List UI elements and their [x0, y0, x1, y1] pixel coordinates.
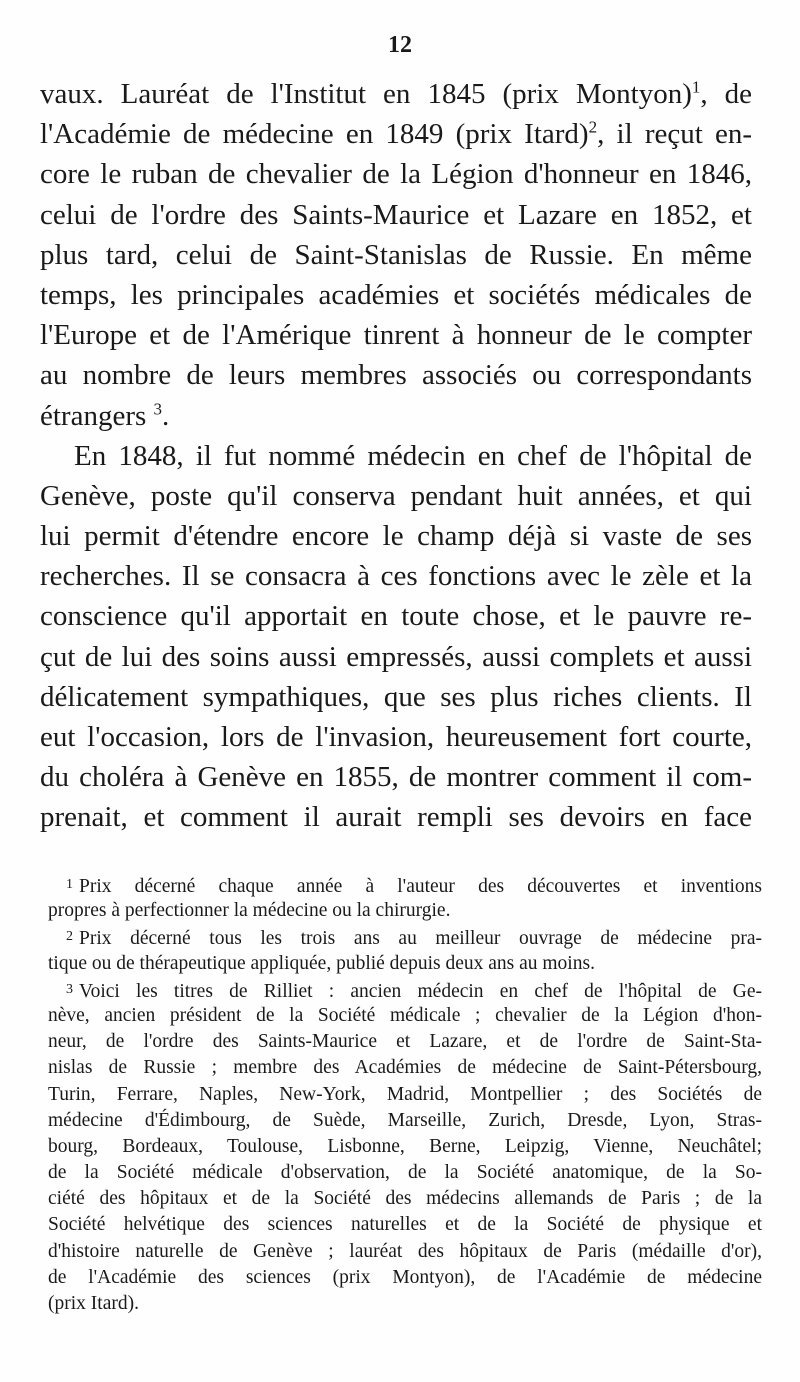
text-line [40, 74, 752, 114]
text-line [40, 396, 752, 436]
footnote-2 [48, 924, 762, 950]
footnote-1 [48, 872, 762, 898]
text-line: celui de l'ordre des Saints-Maurice et Lazare en 1852, et [40, 198, 752, 231]
text-line: eut l'occasion, lors de l'invasion, heureusement fort courte, [40, 721, 752, 753]
footnote-number: 2 [66, 929, 73, 945]
footnote-3 [48, 977, 762, 1003]
text-segment: étrangers [40, 399, 147, 432]
text-line: au nombre de leurs membres associés ou correspondants [40, 359, 752, 392]
footnote-line: nève, ancien président de la Société médicale ; chevalier de la Légion d'hon- [48, 1004, 762, 1026]
paragraph-start-line: En 1848, il fut nommé médecin en chef de l'hôpital de [74, 439, 752, 472]
text-line: du choléra à Genève en 1855, de montrer comment il com- [40, 761, 752, 794]
footnote-line: bourg, Bordeaux, Toulouse, Lisbonne, Berne, Leipzig, Vienne, Neuchâtel; [48, 1135, 762, 1157]
text-line: çut de lui des soins aussi empressés, aussi complets et aussi [40, 640, 752, 673]
footnote-ref[interactable]: 3 [153, 398, 163, 418]
text-line: plus tard, celui de Saint-Stanislas de Russie. En même [40, 238, 752, 271]
footnote-line: Turin, Ferrare, Naples, New-York, Madrid, Montpellier ; des Sociétés de [48, 1083, 762, 1105]
text-line [40, 114, 752, 154]
text-segment: vaux. Lauréat de l'Institut en 1845 (prix Montyon) [40, 78, 692, 110]
footnote-ref[interactable]: 1 [691, 77, 701, 97]
text-segment: . [162, 399, 170, 432]
text-segment: , il reçut en- [597, 118, 752, 151]
text-line: l'Europe et de l'Amérique tinrent à honneur de le compter [40, 319, 752, 352]
text-line: délicatement sympathiques, que ses plus riches clients. Il [40, 680, 752, 713]
text-line: lui permit d'étendre encore le champ déjà si vaste de ses [40, 520, 752, 553]
footnote-number: 1 [66, 877, 73, 892]
footnote-line: ciété des hôpitaux et de la Société des médecins allemands de Paris ; de la [48, 1188, 762, 1210]
footnote-line: propres à perfectionner la médecine ou la chirurgie. [48, 900, 451, 922]
footnote-line: (prix Itard). [48, 1293, 139, 1314]
text-line: core le ruban de chevalier de la Légion d'honneur en 1846, [40, 158, 752, 191]
text-line: Genève, poste qu'il conserva pendant huit années, et qui [40, 479, 752, 512]
footnotes [48, 872, 762, 1317]
text-segment: , de [700, 78, 752, 110]
footnote-line: nislas de Russie ; membre des Académies de médecine de Saint-Pétersbourg, [48, 1057, 762, 1079]
footnote-line: de l'Académie des sciences (prix Montyon), de l'Académie de médecine [48, 1266, 762, 1288]
text-line: recherches. Il se consacra à ces fonctions avec le zèle et la [40, 560, 752, 593]
footnote-line: d'histoire naturelle de Genève ; lauréat des hôpitaux de Paris (médaille d'or), [48, 1240, 762, 1262]
footnote-line: tique ou de thérapeutique appliquée, publié depuis deux ans au moins. [48, 952, 595, 974]
footnote-line: médecine d'Édimbourg, de Suède, Marseille, Zurich, Dresde, Lyon, Stras- [48, 1109, 762, 1131]
page-number: 12 [388, 32, 412, 58]
footnote-line: de la Société médicale d'observation, de la Société anatomique, de la So- [48, 1162, 762, 1184]
text-line: temps, les principales académies et sociétés médicales de [40, 278, 752, 311]
footnote-line: neur, de l'ordre des Saints-Maurice et Lazare, et de l'ordre de Saint-Sta- [48, 1031, 762, 1053]
footnote-text: Prix décerné chaque année à l'auteur des découvertes et inventions [79, 876, 762, 897]
text-line: conscience qu'il apportait en toute chose, et le pauvre re- [40, 600, 752, 633]
footnote-ref[interactable]: 2 [588, 117, 598, 137]
footnote-number: 3 [66, 981, 73, 997]
text-line: prenait, et comment il aurait rempli ses devoirs en face [40, 801, 752, 834]
text-segment: l'Académie de médecine en 1849 (prix Itard) [40, 118, 589, 151]
main-text [40, 74, 752, 838]
footnote-text: Voici les titres de Rilliet : ancien médecin en chef de l'hôpital de Ge- [79, 980, 762, 1002]
footnote-text: Prix décerné tous les trois ans au meilleur ouvrage de médecine pra- [79, 928, 762, 950]
footnote-line: Société helvétique des sciences naturelles et de la Société de physique et [48, 1214, 762, 1236]
